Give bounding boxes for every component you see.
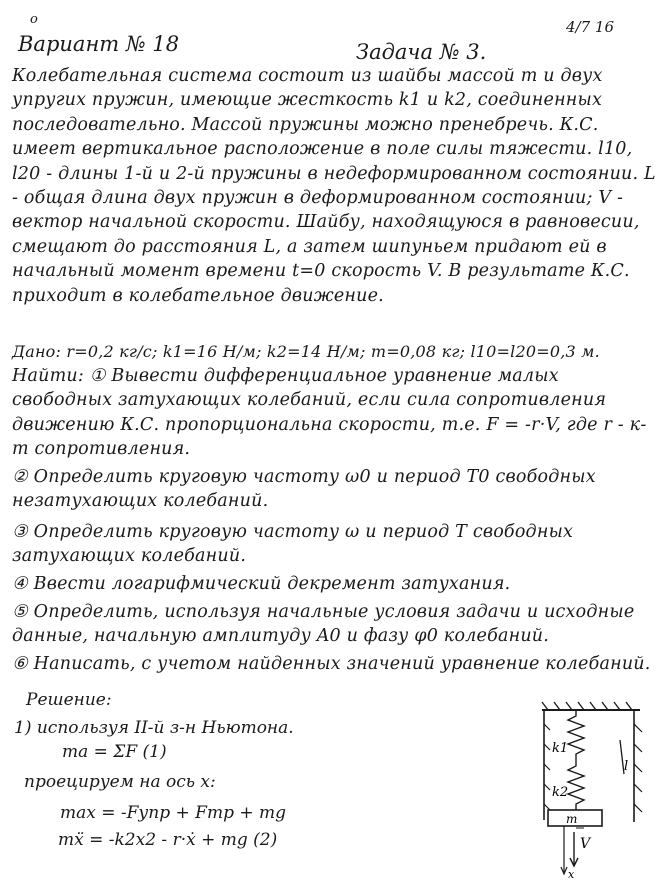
- label-axis: x: [568, 868, 575, 880]
- page-number: 4/7 16: [566, 18, 614, 36]
- equation-3: mẍ = -k2x2 - r·ẋ + mg (2): [58, 830, 278, 850]
- find-item-6: ⑥ Написать, с учетом найденных значений уравнение колебаний.: [12, 654, 651, 674]
- given-data: Дано: r=0,2 кг/с; k1=16 Н/м; k2=14 Н/м; m=0,08 кг; l10=l20=0,3 м.: [12, 342, 600, 361]
- label-mass: m: [566, 812, 578, 826]
- find-item-3: ③ Определить круговую частоту ω и период T свободных затухающих колебаний.: [12, 522, 574, 567]
- variant-heading: Вариант № 18: [18, 32, 180, 56]
- label-length: l: [624, 759, 629, 774]
- label-k2: k2: [552, 785, 569, 800]
- equation-2: max = -Fупр + Fтр + mg: [60, 803, 287, 823]
- problem-condition: Колебательная система состоит из шайбы массой m и двух упругих пружин, имеющие жесткость k1 и k2, соединенных последовательно. Массой пружины можно пренебречь. К.С. имеет вертикальное расположение в поле силы тяжести. l10, l20 - длины 1-й и 2-й пружины в недеформированном состоянии. L - общая длина двух пружин в деформированном состоянии; V - вектор начальной скорости. Шайбу, находящуюся в равновесии, смещают до расстояния L, а затем шипуньем придают ей в начальный момент времени t=0 скорость V. В результате К.С. приходит в колебательное движение.: [12, 66, 656, 306]
- find-item-1: Найти: ① Вывести дифференциальное уравнение малых свободных затухающих колебаний, если сила сопротивления движению К.С. пропорциональна скорости, т.е. F = -r·V, где r - к-т сопротивления.: [12, 366, 647, 460]
- task-heading: Задача № 3.: [356, 40, 487, 64]
- corner-mark: о: [30, 12, 38, 27]
- solution-title: Решение:: [26, 690, 112, 710]
- projection-text: проецируем на ось x:: [24, 772, 216, 792]
- find-item-5: ⑤ Определить, используя начальные условия задачи и исходные данные, начальную амплитуду A0 и фазу φ0 колебаний.: [12, 602, 635, 647]
- equation-1: ma = ΣF (1): [62, 742, 167, 762]
- find-item-4: ④ Ввести логарифмический декремент затухания.: [12, 574, 511, 594]
- find-item-2: ② Определить круговую частоту ω0 и период T0 свободных незатухающих колебаний.: [12, 467, 596, 512]
- label-k1: k1: [552, 741, 569, 756]
- solution-step-1: 1) используя II-й з-н Ньютона.: [14, 718, 294, 738]
- spring-2: [568, 760, 584, 810]
- spring-1: [568, 710, 584, 760]
- spring-diagram: [530, 700, 670, 880]
- label-velocity: V: [580, 836, 591, 852]
